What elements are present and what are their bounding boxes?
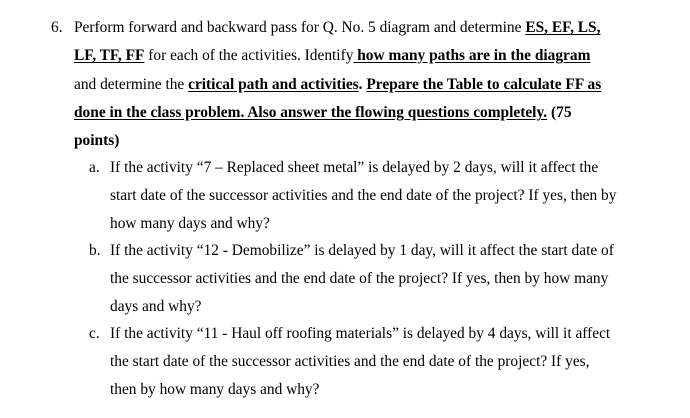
question-line-1 <box>74 18 600 38</box>
sub-b-line-2: the successor activities and the end date of the project? If yes, then by how many <box>110 270 609 287</box>
question-line-2 <box>74 46 590 66</box>
emphasis-class-problem: done in the class problem. Also answer the flowing questions completely. <box>74 104 548 121</box>
emphasis-prepare-table: Prepare the Table to calculate FF as <box>366 76 602 93</box>
question-line-3 <box>74 75 601 95</box>
sub-a-marker: a. <box>89 159 100 176</box>
points-open: (75 <box>547 104 572 121</box>
sub-b-line-3: days and why? <box>110 298 202 315</box>
points-close: points) <box>74 132 120 149</box>
sub-b-marker: b. <box>89 242 101 259</box>
sub-c-marker: c. <box>89 325 100 342</box>
question-line-3-period: . <box>358 76 367 93</box>
emphasis-paths: how many paths are in the diagram <box>353 47 591 64</box>
question-line-3-text: and determine the <box>74 76 189 93</box>
sub-c-line-2: the start date of the successor activities and the end date of the project? If yes, <box>110 353 590 370</box>
sub-c-line-3: then by how many days and why? <box>110 381 320 398</box>
question-line-1-text: Perform forward and backward pass for Q. No. 5 diagram and determine <box>74 19 526 36</box>
question-line-4 <box>74 103 572 123</box>
question-number: 6. <box>51 19 63 36</box>
sub-b-line-1: If the activity “12 - Demobilize” is delayed by 1 day, will it affect the start date of <box>110 242 614 259</box>
question-line-2-text: for each of the activities. Identify <box>144 47 354 64</box>
emphasis-lf-tf-ff: LF, TF, FF <box>74 47 145 64</box>
sub-c-line-1: If the activity “11 - Haul off roofing materials” is delayed by 4 days, will it affect <box>110 325 611 342</box>
sub-a-line-1: If the activity “7 – Replaced sheet metal” is delayed by 2 days, will it affect the <box>110 159 599 176</box>
sub-a-line-2: start date of the successor activities and the end date of the project? If yes, then by <box>110 187 617 204</box>
sub-a-line-3: how many days and why? <box>110 215 270 232</box>
emphasis-es-ef-ls: ES, EF, LS, <box>525 19 601 36</box>
emphasis-critical-path: critical path and activities <box>188 76 359 93</box>
